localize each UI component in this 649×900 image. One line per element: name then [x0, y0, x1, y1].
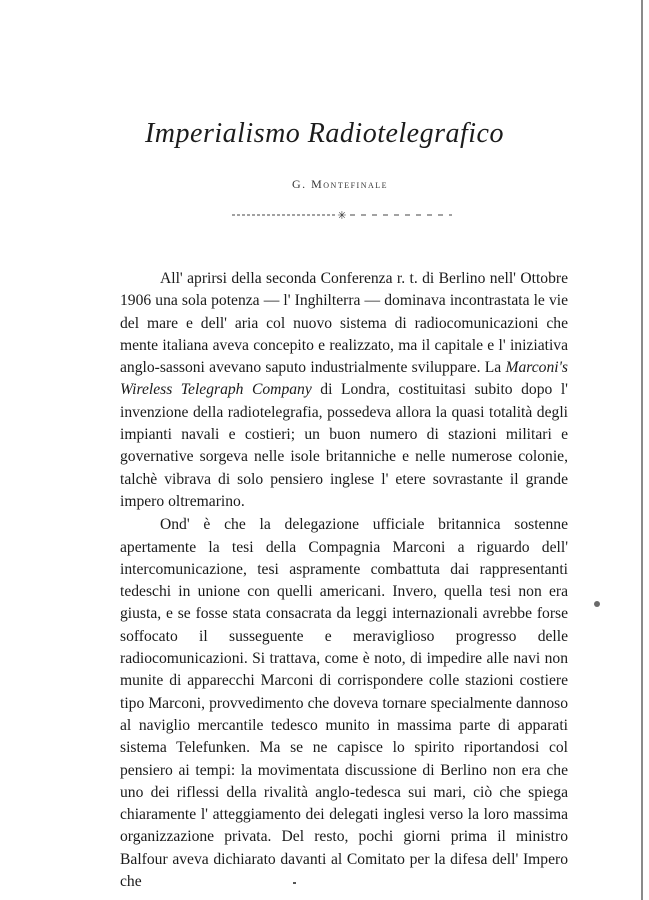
paragraph-1-text-b: di Londra, costituitasi subito dopo l' invenzione della radiotelegrafia, possedeva allora la quasi totalità degli impianti navali e costieri; un buon numero di stazioni militari e governative sorgeva nelle isole britanniche e nelle numerose colonie, talchè vibrava di solo pensiero inglese l' etere sovrastante il grande impero oltremarino.	[120, 381, 568, 510]
company-name: Marconi's Wireless Telegraph Company	[120, 359, 568, 399]
separator-ornament	[232, 209, 452, 221]
svg-text:✳: ✳	[337, 209, 347, 221]
article-body	[120, 268, 568, 893]
bottom-ink-mark	[293, 882, 296, 884]
paragraph-1-text-a: All' aprirsi della seconda Conferenza r. t. di Berlino nell' Ottobre 1906 una sola potenza — l' Inghilterra — dominava incontrastata le vie del mare e dell' aria col nuovo sistema di radiocomunicazioni che mente italiana aveva concepito e realizzato, ma il capitale e l' iniziativa anglo-sassoni avevano saputo industrialmente sviluppare. La	[120, 270, 568, 377]
paragraph-2: Ond' è che la delegazione ufficiale britannica sostenne apertamente la tesi della Compagnia Marconi a riguardo dell' intercomunicazione, tesi aspramente combattuta dai rappresentanti tedeschi in unione con quelli americani. Invero, quella tesi non era giusta, e se fosse stata consacrata da leggi internazionali avrebbe forse soffocato il susseguente e meraviglioso progresso delle radiocomunicazioni. Si trattava, come è noto, di impedire alle navi non munite di apparecchi Marconi di corrispondere colle stazioni costiere tipo Marconi, provvedimento che doveva tornare specialmente dannoso al naviglio mercantile tedesco munito in massima parte di apparati sistema Telefunken. Ma se ne capisce lo spirito riportandosi col pensiero ai tempi: la movimentata discussione di Berlino non era che uno dei riflessi della rivalità anglo-tedesca sui mari, ciò che spiega chiaramente l' atteggiamento dei delegati inglesi verso la loro massima organizzazione privata. Del resto, pochi giorni prima il ministro Balfour aveva dichiarato davanti al Comitato per la difesa dell' Impero che	[120, 516, 568, 891]
article-title: Imperialismo Radiotelegrafico	[144, 118, 504, 149]
stray-ink-dot	[594, 601, 600, 607]
author-byline: G. Montefinale	[291, 177, 389, 191]
paragraph-1	[120, 268, 568, 513]
